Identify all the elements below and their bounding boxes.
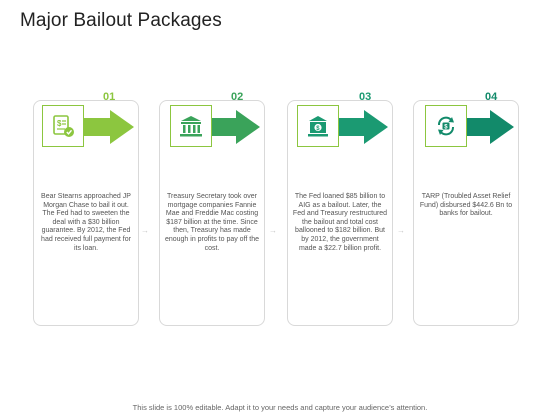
svg-text:$: $ — [444, 124, 448, 131]
connector-arrow-1: → — [141, 226, 149, 235]
step-icon-box-4 — [425, 105, 467, 147]
step-text-3: The Fed loaned $85 billion to AIG as a bailout. Later, the Fed and Treasury restructured the bailout and total cost ballooned to $182 billion. But by 2012, the government made a $22.7 billion profit. — [292, 193, 388, 252]
footer-note: This slide is 100% editable. Adapt it to your needs and capture your audience’s attention. — [132, 403, 428, 412]
svg-text:$: $ — [57, 119, 62, 128]
step-icon-box-3 — [297, 105, 339, 147]
bank-building-icon — [178, 113, 204, 139]
step-number-3: 03 — [359, 91, 372, 103]
document-dollar-check-icon — [50, 113, 76, 139]
money-bag-bank-icon — [305, 113, 331, 139]
connector-arrow-2: → — [269, 226, 277, 235]
step-text-4: TARP (Troubled Asset Relief Fund) disbursed $442.6 Bn to banks for bailout. — [419, 193, 513, 218]
step-number-4: 04 — [485, 91, 498, 103]
step-icon-box-2 — [170, 105, 212, 147]
step-number-1: 01 — [103, 91, 116, 103]
step-text-1: Bear Stearns approached JP Morgan Chase to bail it out. The Fed had to sweeten the deal with a $30 billion guarantee. By 2012, the Fed had received full payment for its loan. — [41, 193, 131, 252]
step-icon-box-1 — [42, 105, 84, 147]
svg-text:$: $ — [316, 126, 320, 132]
connector-arrow-3: → — [397, 226, 405, 235]
dollar-exchange-icon — [433, 113, 459, 139]
page-title: Major Bailout Packages — [20, 10, 222, 31]
step-number-2: 02 — [231, 91, 244, 103]
step-text-2: Treasury Secretary took over mortgage companies Fannie Mae and Freddie Mac costing $187 billion at the time. Since then, Treasury has made enough in profits to pay off the cost. — [164, 193, 260, 252]
